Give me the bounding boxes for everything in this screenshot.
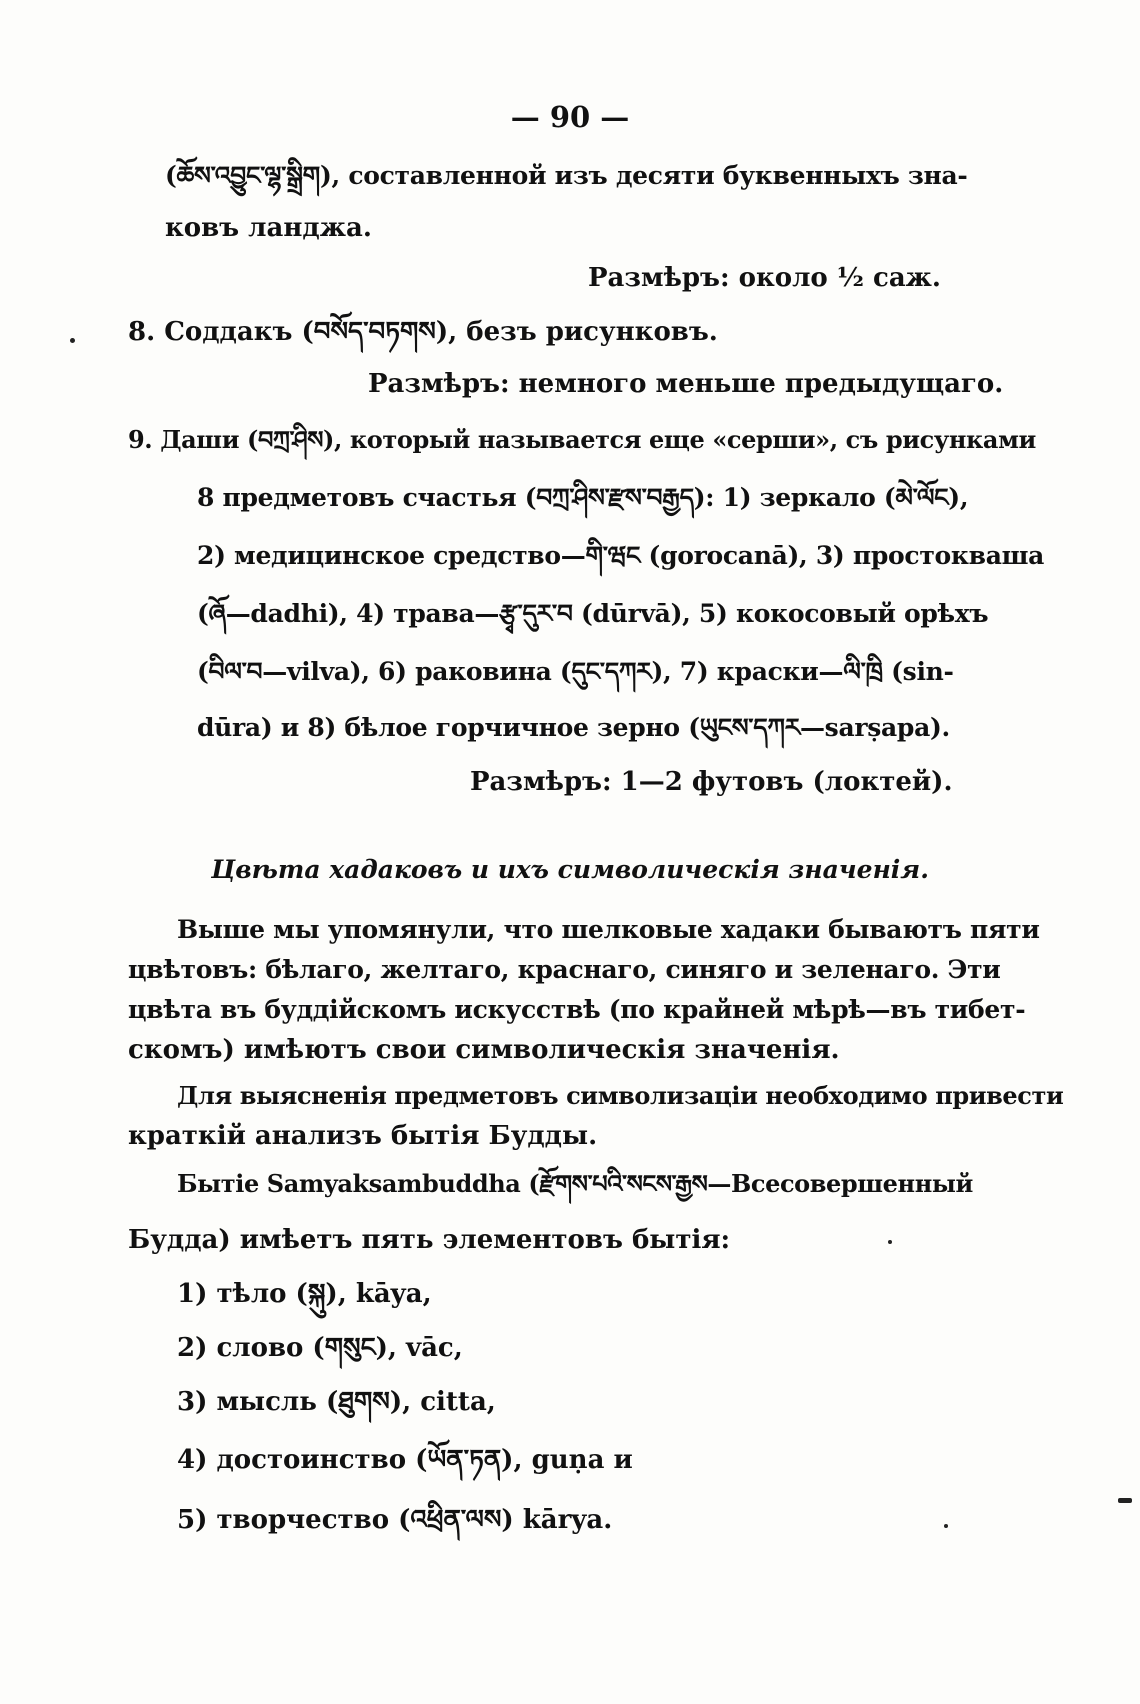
text-line-5: Размѣръ: немного меньше предыдущаго. <box>368 369 1004 399</box>
text-line-14: цвѣтовъ: бѣлаго, желтаго, краснаго, синяго и зеленаго. Эти <box>128 955 1001 984</box>
text-line-23: 3) мысль (ཐུགས), citta, <box>177 1387 496 1417</box>
text-line-19: Бытіе Samyaksambuddha (རྫོགས་པའི་སངས་རྒྱས—Всесовершенный <box>177 1169 973 1198</box>
page-number: — 90 — <box>510 100 630 134</box>
scan-speck <box>888 1240 892 1244</box>
text-line-8: 2) медицинское средство—གི་ཝང (gorocanā), 3) простокваша <box>197 541 1045 570</box>
text-line-12: Размѣръ: 1—2 футовъ (локтей). <box>470 767 953 797</box>
text-line-25: 5) творчество (འཕྲིན་ལས) kārya. <box>177 1505 613 1535</box>
text-line-15: цвѣта въ буддійскомъ искусствѣ (по крайней мѣрѣ—въ тибет- <box>128 995 1026 1024</box>
text-line-20: Будда) имѣетъ пять элементовъ бытія: <box>128 1225 731 1255</box>
section-heading: Цвѣта хадаковъ и ихъ символическія значенія. <box>211 855 929 884</box>
scan-speck <box>70 338 75 343</box>
text-line-16: скомъ) имѣютъ свои символическія значенія. <box>128 1035 840 1065</box>
text-line-24: 4) достоинство (ཡོན་ཏན), guṇa и <box>177 1445 633 1475</box>
text-line-17: Для выясненія предметовъ символизаціи необходимо привести <box>177 1081 1064 1110</box>
scan-speck <box>944 1524 948 1528</box>
text-line-1: (ཆོས་འབྱུང་ལྷ་སྒྲིག), составленной изъ десяти буквенныхъ зна- <box>165 161 968 190</box>
text-line-6: 9. Даши (བཀྲ་ཤིས), который называется еще «серши», съ рисунками <box>128 425 1036 454</box>
text-line-10: (བིལ་བ—vilva), 6) раковина (དུང་དཀར), 7) краски—ལི་ཁྲི (sin- <box>197 657 954 686</box>
text-line-21: 1) тѣло (སྐུ), kāya, <box>177 1279 432 1309</box>
text-line-13: Выше мы упомянули, что шелковые хадаки бываютъ пяти <box>177 915 1040 944</box>
text-line-7: 8 предметовъ счастья (བཀྲ་ཤིས་རྫས་བརྒྱད): 1) зеркало (མེ་ལོང), <box>197 483 969 512</box>
text-line-9: (ཞོ—dadhi), 4) трава—རྩྭ་དུར་བ (dūrvā), 5) кокосовый орѣхъ <box>197 599 989 628</box>
text-line-22: 2) слово (གསུང), vāc, <box>177 1333 463 1363</box>
text-line-3: Размѣръ: около ½ саж. <box>588 263 941 293</box>
scan-speck <box>1118 1498 1132 1503</box>
text-line-2: ковъ ланджа. <box>165 213 372 243</box>
text-line-11: dūra) и 8) бѣлое горчичное зерно (ཡུངས་དཀར—sarṣapa). <box>197 713 950 742</box>
text-line-18: краткій анализъ бытія Будды. <box>128 1121 598 1151</box>
text-line-4: 8. Соддакъ (བསོད་བཏགས), безъ рисунковъ. <box>128 317 718 347</box>
